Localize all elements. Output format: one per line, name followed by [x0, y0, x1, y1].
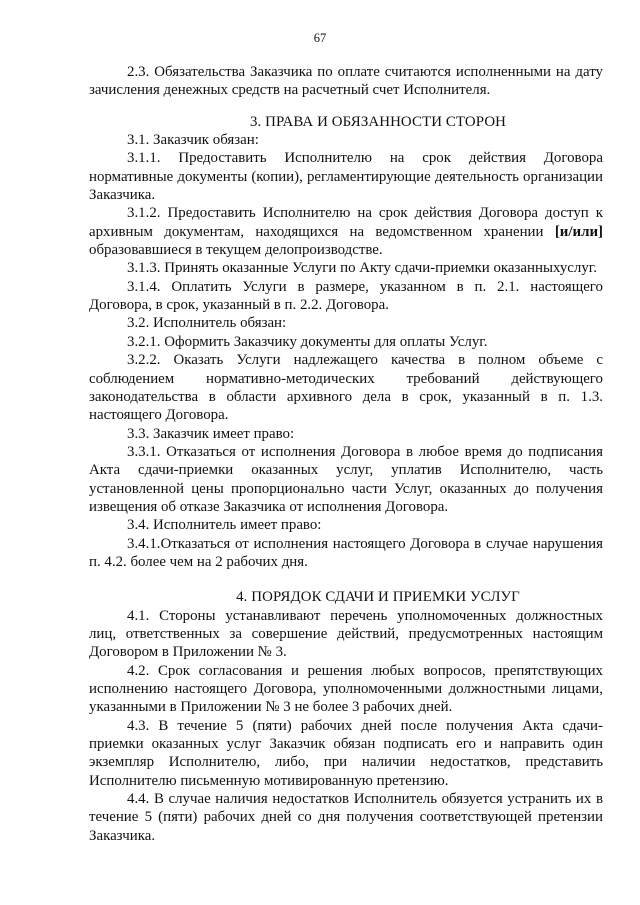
paragraph-3-1-2-part-a: 3.1.2. Предоставить Исполнителю на срок действия Договора доступ к архивным документам, находящихся на ведомственном хранении: [89, 205, 603, 240]
paragraph-3-1-2: [89, 204, 603, 259]
paragraph-3-1-1: 3.1.1. Предоставить Исполнителю на срок действия Договора нормативные документы (копии), регламентирующие деятельность организации Заказчика.: [89, 150, 603, 204]
page-number: 67: [313, 31, 327, 45]
section-3-title: 3. ПРАВА И ОБЯЗАННОСТИ СТОРОН: [249, 113, 507, 130]
paragraph-4-3: 4.3. В течение 5 (пяти) рабочих дней после получения Акта сдачи-приемки оказанных услуг Заказчик обязан подписать его и направить один экземпляр Исполнителю, либо, при наличии недостатков, представить Исполнителю письменную мотивированную претензию.: [89, 717, 603, 789]
paragraph-2-3: 2.3. Обязательства Заказчика по оплате считаются исполненными на дату зачисления денежных средств на расчетный счет Исполнителя.: [89, 64, 603, 99]
paragraph-3-3-1: 3.3.1. Отказаться от исполнения Договора в любое время до подписания Акта сдачи-приемки оказанных услуг, уплатив Исполнителю, часть установленной цены пропорционально части Услуг, оказанных до получения извещения об отказе Заказчика от исполнения Договора.: [89, 443, 603, 515]
paragraph-4-4: 4.4. В случае наличия недостатков Исполнитель обязуется устранить их в течение 5 (пяти) рабочих дней со дня получения соответствующей претензии Заказчика.: [89, 791, 603, 844]
paragraph-4-1: 4.1. Стороны устанавливают перечень уполномоченных должностных лиц, ответственных за совершение действий, предусмотренных настоящим Договором в Приложении № 3.: [89, 607, 603, 661]
section-4-title: 4. ПОРЯДОК СДАЧИ И ПРИЕМКИ УСЛУГ: [236, 589, 520, 606]
paragraph-3-4-1: 3.4.1.Отказаться от исполнения настоящего Договора в случае нарушения п. 4.2. более чем на 2 рабочих дня.: [89, 535, 603, 570]
paragraph-3-2-2: 3.2.2. Оказать Услуги надлежащего качества в полном объеме с соблюдением нормативно-методических требований действующего законодательства в области архивного дела в срок, указанный в п. 1.3. настоящего Договора.: [89, 352, 603, 424]
paragraph-3-1-2-bold: [и/или]: [554, 223, 603, 240]
paragraph-3-1: 3.1. Заказчик обязан:: [127, 132, 259, 149]
paragraph-3-1-4: 3.1.4. Оплатить Услуги в размере, указанном в п. 2.1. настоящего Договора, в срок, указанный в п. 2.2. Договора.: [89, 278, 603, 314]
paragraph-3-1-3: 3.1.3. Принять оказанные Услуги по Акту сдачи-приемки оказанныхуслуг.: [127, 260, 597, 277]
paragraph-3-1-2-part-b: образовавшиеся в текущем делопроизводстве.: [89, 242, 383, 259]
paragraph-3-2: 3.2. Исполнитель обязан:: [127, 315, 287, 332]
paragraph-3-4: 3.4. Исполнитель имеет право:: [127, 517, 322, 534]
document-body: [89, 63, 603, 845]
paragraph-3-2-1: 3.2.1. Оформить Заказчику документы для оплаты Услуг.: [127, 333, 488, 350]
paragraph-4-2: 4.2. Срок согласования и решения любых вопросов, препятствующих исполнению настоящего Договора, уполномоченными должностными лицами, указанными в Приложении № 3 не более 3 рабочих дней.: [89, 662, 603, 716]
paragraph-3-3: 3.3. Заказчик имеет право:: [127, 425, 295, 442]
